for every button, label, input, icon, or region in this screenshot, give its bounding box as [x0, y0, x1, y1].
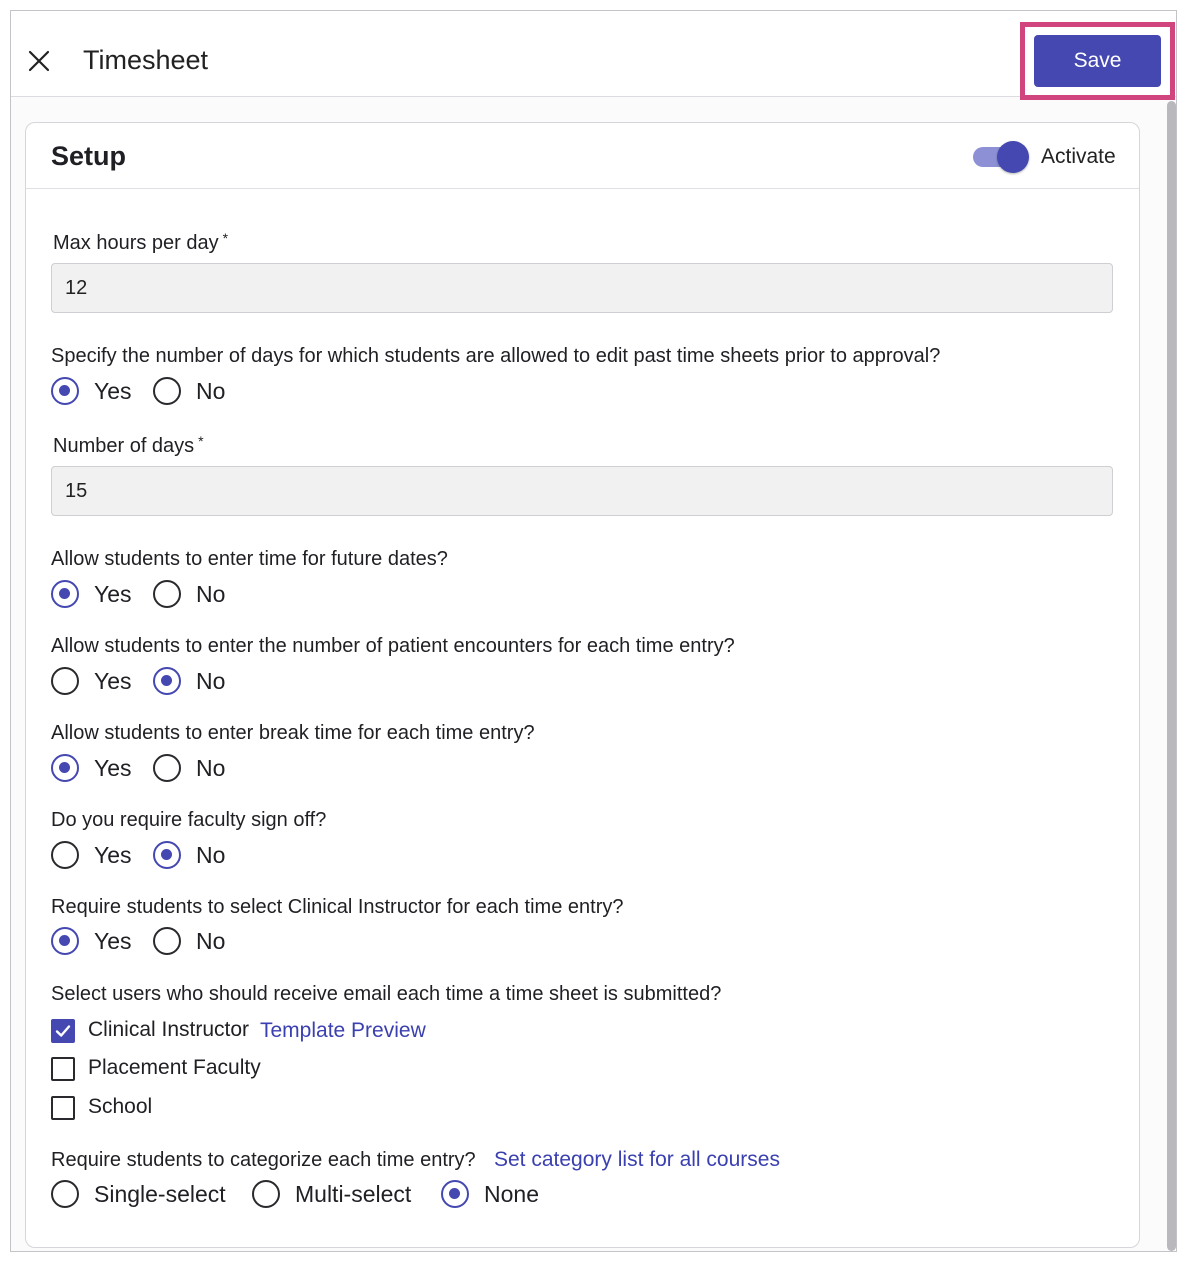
break-time-question: Allow students to enter break time for each time entry?	[51, 722, 535, 744]
option-label: No	[196, 668, 226, 694]
radio-button[interactable]	[153, 580, 181, 608]
checkbox[interactable]	[51, 1057, 75, 1081]
checkbox[interactable]	[51, 1096, 75, 1120]
faculty-signoff-yes[interactable]	[51, 840, 141, 870]
option-label: No	[196, 842, 226, 868]
radio-button[interactable]	[51, 667, 79, 695]
edit-past-no[interactable]	[153, 376, 243, 406]
option-label: Yes	[94, 842, 132, 868]
email-option-placement-faculty[interactable]	[51, 1055, 266, 1083]
checkbox-label: School	[88, 1095, 153, 1118]
option-label: Yes	[94, 378, 132, 404]
radio-button[interactable]	[153, 377, 181, 405]
page-title: Timesheet	[83, 45, 209, 75]
break-time-yes[interactable]	[51, 753, 141, 783]
radio-button[interactable]	[153, 841, 181, 869]
timesheet-window	[10, 10, 1177, 1252]
faculty-signoff-question: Do you require faculty sign off?	[51, 809, 327, 831]
patient-encounters-question: Allow students to enter the number of patient encounters for each time entry?	[51, 635, 735, 657]
radio-button[interactable]	[51, 841, 79, 869]
radio-button[interactable]	[252, 1180, 280, 1208]
toggle-knob	[997, 141, 1029, 173]
required-mark: *	[222, 230, 229, 246]
email-option-school[interactable]	[51, 1094, 266, 1122]
required-mark: *	[198, 433, 204, 449]
clinical-instructor-no[interactable]	[153, 926, 243, 956]
header-bar	[11, 11, 1176, 97]
categorize-single-select[interactable]	[51, 1179, 236, 1209]
radio-button[interactable]	[51, 927, 79, 955]
clinical-instructor-yes[interactable]	[51, 926, 141, 956]
setup-card-header	[26, 123, 1139, 189]
categorize-multi-select[interactable]	[252, 1179, 427, 1209]
template-preview-link[interactable]: Template Preview	[260, 1019, 426, 1042]
option-label: No	[196, 928, 226, 954]
max-hours-input[interactable]	[51, 263, 1113, 313]
email-recipients-question: Select users who should receive email each time a time sheet is submitted?	[51, 983, 722, 1005]
option-label: No	[196, 378, 226, 404]
edit-past-question: Specify the number of days for which students are allowed to edit past time sheets prior to approval?	[51, 345, 941, 367]
radio-button[interactable]	[153, 927, 181, 955]
setup-title: Setup	[51, 141, 127, 171]
option-label: Yes	[94, 581, 132, 607]
checkbox-label: Clinical Instructor	[88, 1018, 250, 1041]
option-label: Multi-select	[295, 1181, 412, 1207]
option-label: No	[196, 755, 226, 781]
activate-toggle[interactable]	[971, 141, 1029, 173]
faculty-signoff-no[interactable]	[153, 840, 243, 870]
radio-button[interactable]	[51, 754, 79, 782]
patient-encounters-yes[interactable]	[51, 666, 141, 696]
option-label: Yes	[94, 928, 132, 954]
max-hours-label: Max hours per day *	[53, 230, 229, 254]
option-label: Yes	[94, 755, 132, 781]
future-dates-yes[interactable]	[51, 579, 141, 609]
close-icon[interactable]	[27, 49, 51, 73]
option-label: No	[196, 581, 226, 607]
option-label: Yes	[94, 668, 132, 694]
categorize-none[interactable]	[441, 1179, 551, 1209]
setup-card	[25, 122, 1140, 1248]
email-option-clinical-instructor[interactable]	[51, 1017, 266, 1045]
radio-button[interactable]	[153, 667, 181, 695]
checkbox[interactable]	[51, 1019, 75, 1043]
radio-button[interactable]	[51, 377, 79, 405]
radio-button[interactable]	[441, 1180, 469, 1208]
future-dates-no[interactable]	[153, 579, 243, 609]
activate-label: Activate	[1041, 145, 1116, 168]
edit-past-yes[interactable]	[51, 376, 141, 406]
number-of-days-label: Number of days *	[53, 433, 204, 457]
number-of-days-input[interactable]	[51, 466, 1113, 516]
patient-encounters-no[interactable]	[153, 666, 243, 696]
option-label: None	[484, 1181, 539, 1207]
save-button[interactable]: Save	[1034, 35, 1161, 87]
scrollbar[interactable]	[1167, 101, 1176, 1251]
option-label: Single-select	[94, 1181, 226, 1207]
radio-button[interactable]	[51, 1180, 79, 1208]
checkbox-label: Placement Faculty	[88, 1056, 261, 1079]
categorize-question: Require students to categorize each time entry?	[51, 1149, 476, 1171]
radio-button[interactable]	[51, 580, 79, 608]
radio-button[interactable]	[153, 754, 181, 782]
clinical-instructor-question: Require students to select Clinical Instructor for each time entry?	[51, 896, 624, 918]
set-category-list-link[interactable]: Set category list for all courses	[494, 1148, 780, 1171]
future-dates-question: Allow students to enter time for future dates?	[51, 548, 448, 570]
break-time-no[interactable]	[153, 753, 243, 783]
